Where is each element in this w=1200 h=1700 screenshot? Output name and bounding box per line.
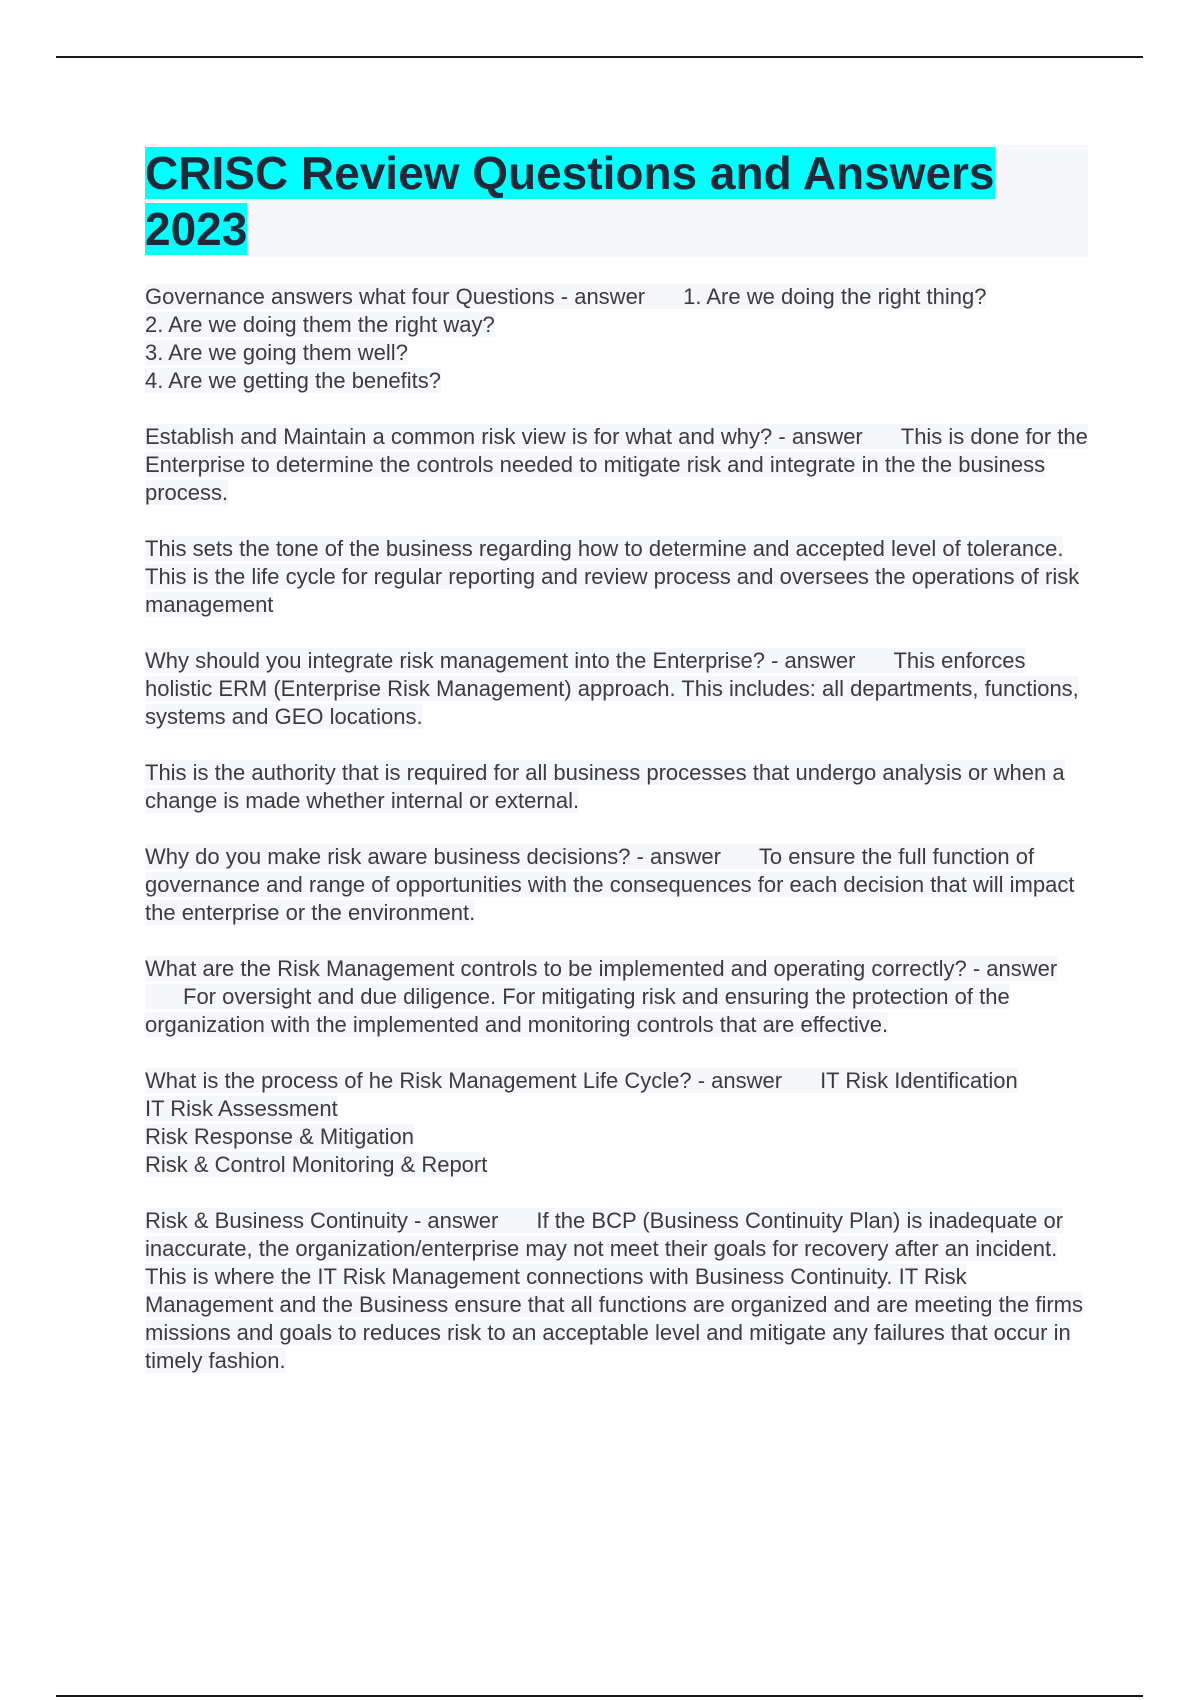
document-body — [145, 145, 1090, 1403]
answer-line: IT Risk Assessment — [145, 1096, 338, 1121]
question-text: Risk & Business Continuity - answer — [145, 1208, 499, 1233]
qa-entry — [145, 283, 1090, 395]
question-text: Why do you make risk aware business decisions? - answer — [145, 844, 721, 869]
top-rule — [56, 56, 1143, 58]
answer-text: This is done for the Enterprise to determine the controls needed to mitigate risk and integrate in the the business process. — [145, 424, 1088, 505]
answer-line: Risk Response & Mitigation — [145, 1124, 415, 1149]
answer-line: 4. Are we getting the benefits? — [145, 368, 441, 393]
question-text: Why should you integrate risk management into the Enterprise? - answer — [145, 648, 856, 673]
paragraph-text: This sets the tone of the business regarding how to determine and accepted level of tolerance. This is the life cycle for regular reporting and review process and oversees the operations of risk management — [145, 536, 1080, 617]
qa-entry — [145, 1207, 1090, 1375]
title-block — [145, 145, 1088, 257]
question-text: What is the process of he Risk Management Life Cycle? - answer — [145, 1068, 783, 1093]
qa-entry — [145, 423, 1090, 507]
answer-line: Risk & Control Monitoring & Report — [145, 1152, 488, 1177]
qa-entry — [145, 843, 1090, 927]
qa-entry — [145, 647, 1090, 731]
answer-line: 3. Are we going them well? — [145, 340, 408, 365]
paragraph — [145, 759, 1090, 815]
answer-line: 2. Are we doing them the right way? — [145, 312, 495, 337]
question-text: Governance answers what four Questions - answer — [145, 284, 646, 309]
page-title — [145, 145, 1088, 257]
answer-line: 1. Are we doing the right thing? — [683, 284, 987, 309]
qa-entry — [145, 955, 1090, 1039]
question-text: Establish and Maintain a common risk view is for what and why? - answer — [145, 424, 863, 449]
paragraph — [145, 535, 1090, 619]
answer-text: For oversight and due diligence. For mitigating risk and ensuring the protection of the organization with the implemented and monitoring controls that are effective. — [145, 984, 1010, 1037]
paragraph-text: This is the authority that is required for all business processes that undergo analysis or when a change is made whether internal or external. — [145, 760, 1065, 813]
answer-text: To ensure the full function of governance and range of opportunities with the consequences for each decision that will impact the enterprise or the environment. — [145, 844, 1075, 925]
question-text: What are the Risk Management controls to be implemented and operating correctly? - answer — [145, 956, 1058, 981]
qa-entry — [145, 1067, 1090, 1179]
title-highlight: CRISC Review Questions and Answers 2023 — [145, 147, 995, 255]
answer-line: IT Risk Identification — [820, 1068, 1018, 1093]
answer-text: This enforces holistic ERM (Enterprise Risk Management) approach. This includes: all departments, functions, systems and GEO locations. — [145, 648, 1079, 729]
bottom-rule — [56, 1695, 1143, 1697]
answer-text: If the BCP (Business Continuity Plan) is inadequate or inaccurate, the organization/enterprise may not meet their goals for recovery after an incident. This is where the IT Risk Management connections with Business Continuity. IT Risk Management and the Business ensure that all functions are organized and are meeting the firms missions and goals to reduces risk to an acceptable level and mitigate any failures that occur in timely fashion. — [145, 1208, 1083, 1373]
